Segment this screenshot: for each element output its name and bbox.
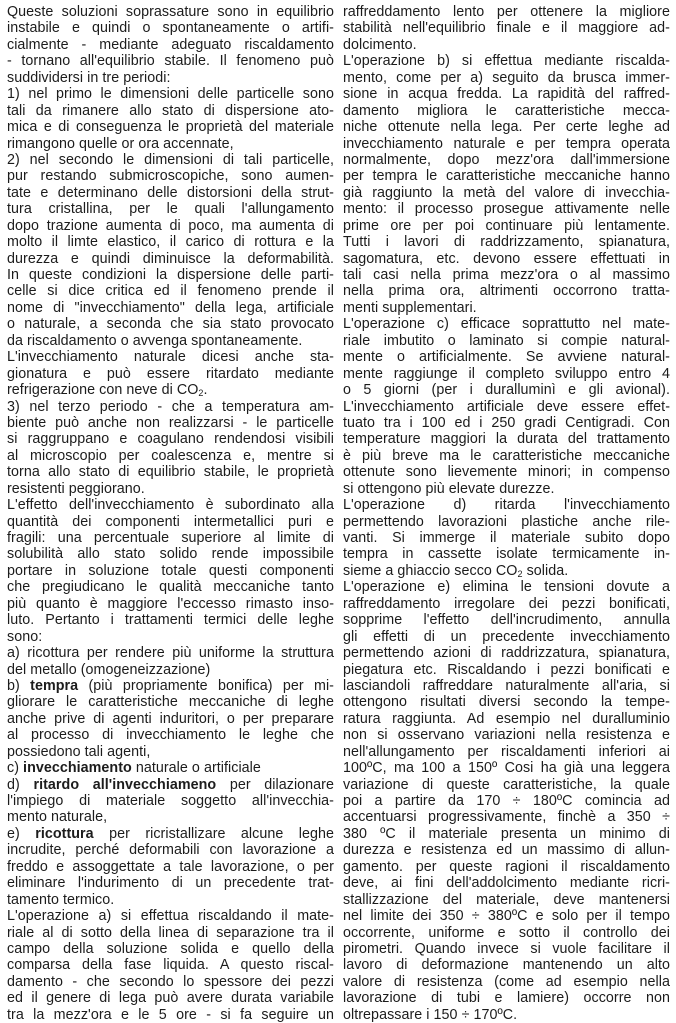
- line-text: temperature maggiori la durata del trattamento: [343, 431, 670, 448]
- line-text: mento, come per a) seguito da brusca immer-: [343, 69, 670, 86]
- text-line: [7, 645, 334, 661]
- line-text: campo della soluzione solida e quello della: [7, 940, 334, 957]
- text-line: [343, 103, 670, 119]
- line-text: torna allo stato di equilibrio stabile, le proprietà: [7, 464, 334, 481]
- line-text: tali da rimanere allo stato di dispersione ato-: [7, 102, 334, 119]
- text-column-left: [7, 4, 334, 1023]
- text-line: [7, 366, 334, 382]
- text-line: [343, 925, 670, 941]
- line-text: tura cristallina, per le quali l'allungamento: [7, 201, 334, 218]
- line-text: accentuarsi progressivamente, finchè a 350 ÷: [343, 809, 670, 826]
- line-text: ottengono risultati diversi secondo la tempe-: [343, 694, 670, 711]
- line-text: gliorare le caratteristiche meccaniche di leghe: [7, 694, 334, 711]
- line-text: poi a partire da 170 ÷ 180ºC comincia ad: [343, 793, 670, 809]
- text-line: [343, 842, 670, 858]
- line-text: permettendo lavorazioni plastiche anche rile-: [343, 513, 670, 530]
- line-text: a) ricottura per rendere più uniforme la struttura: [7, 645, 334, 662]
- line-text: lavorazione di tubi e lamiere) occorre non: [343, 990, 670, 1007]
- text-line: [343, 1007, 670, 1023]
- line-text: freddo e assoggettate a tale lavorazione, o per: [7, 858, 334, 875]
- text-line: [343, 464, 670, 480]
- text-line: [7, 218, 334, 234]
- text-line: [343, 612, 670, 628]
- text-line: [7, 711, 334, 727]
- line-text: raffreddamento lento per ottenere la migliore: [343, 4, 670, 20]
- text-line: [7, 283, 334, 299]
- line-text: ed il genere di lega può avere durata variabile: [7, 990, 334, 1007]
- text-line: [7, 448, 334, 464]
- text-line: [7, 53, 334, 69]
- text-line: [7, 530, 334, 546]
- line-text: biente può anche non realizzarsi - le particelle: [7, 414, 334, 431]
- text-line: [343, 218, 670, 234]
- text-line: [343, 777, 670, 793]
- text-line: [7, 875, 334, 891]
- line-text: In queste condizioni la dispersione delle parti-: [7, 267, 334, 283]
- text-line: [7, 793, 334, 809]
- line-text: durezza e quindi diminuisce la deformabilità.: [7, 250, 334, 267]
- text-line: [7, 744, 334, 760]
- line-text: nella prima ora, altrimenti occorrono tratta-: [343, 283, 670, 300]
- text-line: [7, 185, 334, 201]
- text-line: [343, 711, 670, 727]
- line-text: per ricristallizare alcune leghe: [93, 825, 334, 842]
- text-line: [7, 382, 334, 398]
- line-text: oltrepassare i 150 ÷ 170ºC.: [343, 1006, 518, 1023]
- line-text: suddividersi in tre periodi:: [7, 69, 171, 86]
- text-line: [343, 892, 670, 908]
- text-line: [7, 809, 334, 825]
- text-line: [7, 579, 334, 595]
- line-text: mente raggiunge il completo sviluppo entro 4: [343, 365, 670, 382]
- line-text: - tornano all'equilibrio stabile. Il fenomeno può: [7, 53, 334, 70]
- text-line: [343, 119, 670, 135]
- line-text: L'invecchiamento naturale dicesi anche sta-: [7, 349, 334, 366]
- line-text: gli effetti di un precedente invecchiamento: [343, 628, 670, 645]
- line-text: L'operazione d) ritarda l'invecchiamento: [343, 497, 670, 514]
- text-line: [7, 37, 334, 53]
- text-line: [7, 481, 334, 497]
- text-column-right: [343, 4, 670, 1023]
- text-line: [343, 941, 670, 957]
- subscript: 2: [517, 568, 523, 579]
- line-text: normalmente, dopo mezz'ora dall'immersione: [343, 151, 670, 168]
- text-line: [7, 70, 334, 86]
- line-text: pur restando submicroscopiche, sono aumen-: [7, 168, 334, 185]
- line-text: o naturale, a seconda che sia stato provocato: [7, 316, 334, 333]
- text-line: [7, 563, 334, 579]
- line-text: menti supplementari.: [343, 299, 477, 316]
- line-text: nell'allungamento per riscaldamenti inferiori ai: [343, 743, 670, 760]
- bold-term: ricottura: [35, 825, 94, 842]
- text-line: [7, 349, 334, 365]
- list-marker: c): [7, 760, 24, 777]
- line-text: raffreddamento irregolare dei pezzi bonificati,: [343, 595, 670, 612]
- line-text: tamento termico.: [7, 891, 115, 908]
- text-line: [7, 612, 334, 628]
- text-line: [7, 727, 334, 743]
- text-line: [7, 546, 334, 562]
- line-text: mente o artificialmente. Se avviene natural-: [343, 349, 670, 366]
- text-line: [343, 974, 670, 990]
- line-text: invecchiamento naturale e per tempra operata: [343, 135, 670, 152]
- line-text: celle si dice critica ed il fenomeno prende il: [7, 283, 334, 300]
- line-text: (più propriamente bonifica) per mi-: [78, 677, 334, 694]
- text-line: [7, 974, 334, 990]
- line-text: naturale o artificiale: [131, 760, 261, 777]
- line-text: stallizzazione del materiale, deve mantenersi: [343, 891, 670, 908]
- text-line: [7, 1007, 334, 1023]
- text-line: [7, 826, 334, 842]
- text-line: [7, 842, 334, 858]
- line-text: cialmente - mediante adeguato riscaldamento: [7, 36, 334, 53]
- text-line: [7, 152, 334, 168]
- text-line: [343, 152, 670, 168]
- line-text: ratura raggiunta. Ad esempio nel duralluminio: [343, 710, 670, 727]
- line-text: solubilità allo stato solido rende impossibile: [7, 546, 334, 563]
- text-line: [7, 678, 334, 694]
- line-text: già raggiunto la metà del valore di invecchia-: [343, 184, 670, 201]
- text-line: [343, 678, 670, 694]
- line-text: L'operazione c) efficace soprattutto nel mate-: [343, 316, 670, 333]
- line-text: L'operazione b) si effettua mediante riscalda-: [343, 53, 670, 70]
- text-line: [7, 777, 334, 793]
- line-text: L'invecchiamento artificiale deve essere effet-: [343, 398, 670, 415]
- line-text: quantità dei componenti intermetallici puri e: [7, 513, 334, 530]
- line-text: resistenti peggiorano.: [7, 480, 145, 497]
- line-text: 380 ºC il materiale presenta un minimo di: [343, 825, 670, 842]
- text-line: [7, 136, 334, 152]
- line-text: ottenute sono lievemente minori; in compenso: [343, 464, 670, 481]
- line-text: L'effetto dell'invecchiamento è subordinato alla: [7, 497, 334, 514]
- bold-term: invecchiamento: [23, 760, 132, 777]
- text-line: [343, 283, 670, 299]
- text-line: [343, 53, 670, 69]
- line-text: deve, ai fini dell'addolcimento mediante ricri-: [343, 875, 670, 892]
- text-line: [343, 694, 670, 710]
- line-text: incrudite, perché deformabili con lavorazione a: [7, 842, 334, 859]
- line-text: possiedono tali agenti,: [7, 743, 151, 760]
- text-line: [7, 925, 334, 941]
- text-line: [7, 4, 334, 20]
- line-text: 100ºC, ma 100 a 150º Cosi ha già una leggera: [343, 760, 670, 777]
- text-line: [7, 119, 334, 135]
- line-text: tate e determinano delle distorsioni della strut-: [7, 184, 334, 201]
- text-line: [343, 481, 670, 497]
- text-line: [343, 596, 670, 612]
- text-line: [343, 399, 670, 415]
- text-line: [343, 300, 670, 316]
- text-line: [7, 316, 334, 332]
- line-text: L'operazione e) elimina le tensioni dovute a: [343, 579, 670, 596]
- text-line: [7, 201, 334, 217]
- text-line: [7, 20, 334, 36]
- line-text: niche ottenute nella lega. Per certe leghe ad: [343, 119, 670, 136]
- text-line: [7, 629, 334, 645]
- line-text: valore di resistenza (come ad esempio nella: [343, 973, 670, 990]
- line-text: tali casi nella prima mezz'ora o al massimo: [343, 267, 670, 283]
- line-text: sione in acqua fredda. La rapidità del raffred-: [343, 86, 670, 103]
- text-line: [7, 596, 334, 612]
- line-text: lavoro di deformazione mantenendo un alto: [343, 957, 670, 974]
- text-line: [343, 267, 670, 283]
- line-text: è più breve ma le caratteristiche meccaniche: [343, 447, 670, 464]
- line-text: pirometri. Quando invece si vuole facilitare il: [343, 940, 670, 957]
- line-text: da riscaldamento o avvenga spontaneamente.: [7, 332, 303, 349]
- bold-term: ritardo all'invecchiameno: [33, 776, 217, 793]
- line-text: non si osservano variazioni nella resistenza e: [343, 727, 670, 744]
- line-text: L'operazione a) si effettua riscaldando il mate-: [7, 908, 334, 925]
- line-text: vanti. Si immerge il materiale subito dopo: [343, 530, 670, 546]
- line-text: 3) nel terzo periodo - che a temperatura am-: [7, 398, 334, 415]
- line-text: 2) nel secondo le dimensioni di tali particelle,: [7, 151, 334, 168]
- line-text: damento - che secondo lo spessore dei pezzi: [7, 973, 334, 990]
- text-line: [343, 448, 670, 464]
- text-line: [7, 267, 334, 283]
- text-line: [7, 908, 334, 924]
- text-line: [343, 70, 670, 86]
- text-line: [7, 399, 334, 415]
- text-line: [343, 546, 670, 562]
- text-line: [343, 168, 670, 184]
- text-line: [7, 415, 334, 431]
- line-text: occorrente, uniforme e sotto il controllo dei: [343, 924, 670, 941]
- line-text: damento migliora le caratteristiche mecca-: [343, 102, 670, 119]
- line-text: anche prive di agenti induritori, o per preparare: [7, 710, 334, 727]
- line-text: dopo trazione aumenta di poco, ma aumenta di: [7, 217, 334, 234]
- list-marker: d): [7, 776, 34, 793]
- text-line: [343, 497, 670, 513]
- list-marker: e): [7, 825, 36, 842]
- line-text: sopprime l'effetto dell'incrudimento, annulla: [343, 612, 670, 629]
- line-text: refrigerazione con neve di CO: [7, 382, 199, 399]
- text-line: [343, 251, 670, 267]
- text-line: [7, 760, 334, 776]
- text-line: [7, 497, 334, 513]
- line-text: al processo di invecchiamento le leghe che: [7, 727, 334, 744]
- line-text: eliminare l'indurimento di un precedente trat-: [7, 875, 334, 892]
- line-text: comparsa della fase liquida. A questo riscal-: [7, 957, 334, 974]
- text-line: [343, 662, 670, 678]
- line-text: riale al di sotto della linea di separazione tra il: [7, 924, 334, 941]
- line-text: al microscopio per coalescenza e, mentre si: [7, 447, 334, 464]
- line-text: sono:: [7, 628, 43, 645]
- line-text: 1) nel primo le dimensioni delle particelle sono: [7, 86, 334, 103]
- text-line: [343, 727, 670, 743]
- line-text: molto il limte elastico, il carico di rottura e la: [7, 234, 334, 251]
- line-text: nome di "invecchiamento" della lega, artificiale: [7, 299, 334, 316]
- text-line: [343, 645, 670, 661]
- text-line: [7, 662, 334, 678]
- line-text: mento: il processo prosegue attivamente nelle: [343, 201, 670, 218]
- line-text: rimangono quelle or ora accennate,: [7, 135, 234, 152]
- text-line: [343, 629, 670, 645]
- line-text: mica e di conseguenza le proprietà del materiale: [7, 119, 334, 136]
- line-text: piegatura etc. Riscaldando i pezzi bonificati e: [343, 661, 670, 678]
- text-line: [343, 86, 670, 102]
- line-text: fragili: una percentuale superiore al limite di: [7, 530, 334, 546]
- text-line: [343, 563, 670, 579]
- text-line: [7, 859, 334, 875]
- line-text: prime ore per poi continuare più lentamente.: [343, 217, 670, 234]
- text-line: [343, 234, 670, 250]
- line-text: variazione di queste caratteristiche, la quale: [343, 776, 670, 793]
- subscript: 2: [198, 388, 204, 399]
- text-line: [7, 431, 334, 447]
- line-text-tail: solida.: [522, 562, 569, 579]
- text-line: [7, 333, 334, 349]
- text-line: [343, 431, 670, 447]
- text-line: [7, 168, 334, 184]
- text-line: [343, 415, 670, 431]
- text-line: [7, 103, 334, 119]
- line-text: mento naturale,: [7, 809, 108, 826]
- text-line: [343, 4, 670, 20]
- text-line: [343, 514, 670, 530]
- text-line: [7, 957, 334, 973]
- text-line: [343, 530, 670, 546]
- text-line: [7, 251, 334, 267]
- line-text: tra la mezz'ora e le 5 ore - si fa seguire un: [7, 1006, 334, 1023]
- text-line: [343, 908, 670, 924]
- text-line: [7, 892, 334, 908]
- text-line: [343, 201, 670, 217]
- line-text: Tutti i lavori di raddrizzamento, spianatura,: [343, 234, 670, 251]
- text-line: [7, 234, 334, 250]
- line-text: dolcimento.: [343, 36, 417, 53]
- text-line: [343, 859, 670, 875]
- line-text: instabile e quindi o spontaneamente o artifi-: [7, 20, 334, 37]
- text-line: [343, 809, 670, 825]
- line-text: luto. Pertanto i trattamenti termici delle leghe: [7, 612, 334, 629]
- line-text: lasciandoli raffreddare naturalmente all'aria, si: [343, 677, 670, 694]
- line-text: che pregiudicano le qualità meccaniche tanto: [7, 579, 334, 596]
- line-text: per tempra le caratteristiche meccaniche hanno: [343, 168, 670, 185]
- text-line: [7, 941, 334, 957]
- line-text: riale imbutito o laminato si compie natural-: [343, 332, 670, 349]
- text-line: [343, 382, 670, 398]
- line-text: nel limite dei 350 ÷ 380ºC e solo per il tempo: [343, 908, 670, 925]
- text-line: [7, 300, 334, 316]
- line-text: si raggruppano e coagulano rendendosi visibili: [7, 431, 334, 448]
- text-line: [343, 37, 670, 53]
- line-text: tempra in cassette isolate termicamente in-: [343, 546, 670, 563]
- text-line: [343, 366, 670, 382]
- line-text: per dilazionare: [216, 776, 334, 793]
- line-text: stabilità nell'equilibrio finale e il maggiore ad-: [343, 20, 670, 37]
- text-line: [343, 760, 670, 776]
- text-line: [343, 793, 670, 809]
- line-text: o 5 giorni (per i duralluminì e gli avional).: [343, 382, 670, 399]
- line-text: gamento. per queste ragioni il riscaldamento: [343, 858, 670, 875]
- text-line: [343, 136, 670, 152]
- line-text: portare in soluzione totale questi componenti: [7, 562, 334, 579]
- text-line: [343, 333, 670, 349]
- text-line: [343, 20, 670, 36]
- text-line: [7, 990, 334, 1006]
- line-text: gionatura e può essere ritardato mediante: [7, 365, 334, 382]
- line-text: sagomatura, etc. devono essere effettuati in: [343, 250, 670, 267]
- line-text: Queste soluzioni soprassature sono in equilibrio: [7, 4, 334, 20]
- text-line: [343, 875, 670, 891]
- bold-term: tempra: [30, 677, 79, 694]
- line-text: sieme a ghiaccio secco CO: [343, 562, 518, 579]
- list-marker: b): [7, 677, 31, 694]
- text-line: [343, 185, 670, 201]
- text-line: [7, 514, 334, 530]
- line-text: si ottengono più elevate durezze.: [343, 480, 555, 497]
- line-text: più quanto è maggiore l'eccesso rimasto inso-: [7, 595, 334, 612]
- text-line: [343, 744, 670, 760]
- line-text: l'impiego di materiale soggetto all'invecchia-: [7, 793, 334, 809]
- text-line: [343, 349, 670, 365]
- text-line: [343, 957, 670, 973]
- line-text: permettendo azioni di raddrizzatura, spianatura,: [343, 645, 670, 662]
- text-line: [7, 464, 334, 480]
- line-text-tail: .: [203, 382, 208, 399]
- line-text: durezza e resistenza ed un massimo di allun-: [343, 842, 670, 859]
- text-line: [7, 694, 334, 710]
- line-text: tuato tra i 100 ed i 250 gradi Centigradi. Con: [343, 414, 670, 431]
- text-line: [343, 579, 670, 595]
- text-line: [343, 826, 670, 842]
- text-line: [343, 990, 670, 1006]
- text-line: [7, 86, 334, 102]
- line-text: del metallo (omogeneizzazione): [7, 661, 211, 678]
- text-line: [343, 316, 670, 332]
